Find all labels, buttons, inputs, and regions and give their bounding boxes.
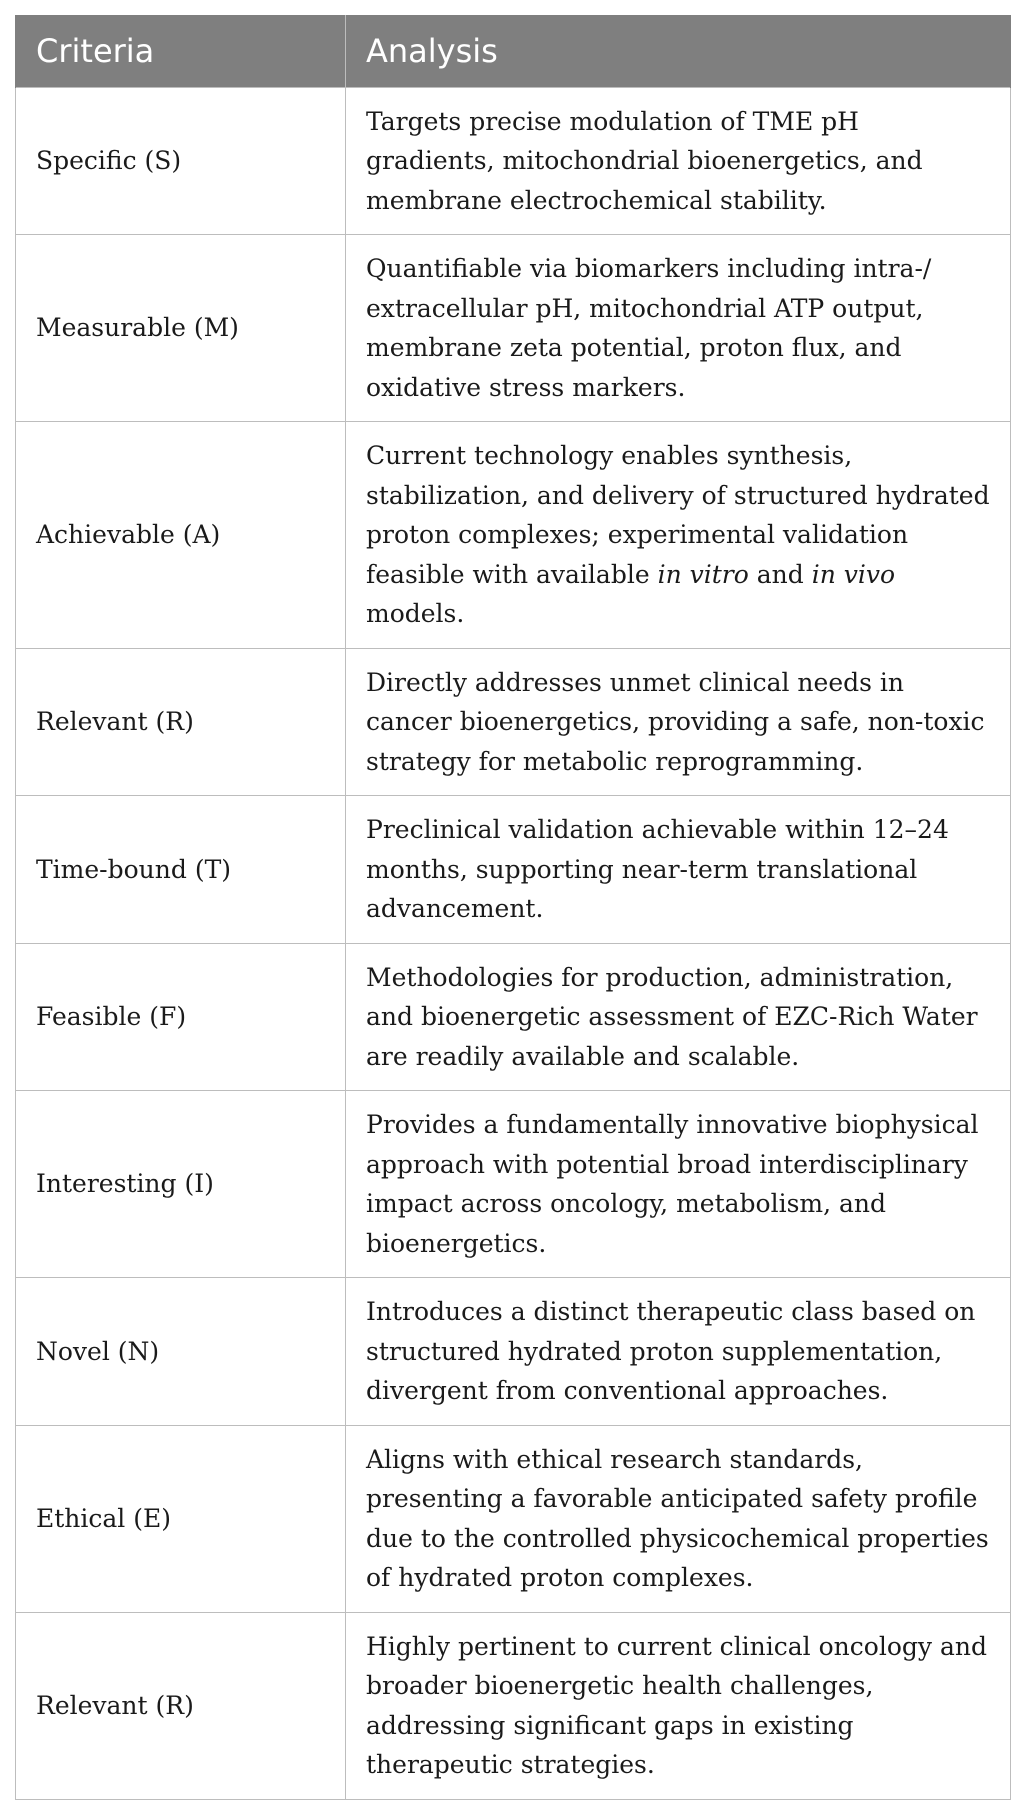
criteria-cell: Interesting (I)	[16, 1091, 346, 1278]
criteria-cell: Ethical (E)	[16, 1425, 346, 1612]
table-row	[16, 1425, 1011, 1612]
analysis-text: Current technology enables synthesis, stabilization, and delivery of structured hydrated proton complexes; experimental validation feasible with available	[366, 441, 990, 589]
table-row	[16, 235, 1011, 422]
analysis-emphasis: in vitro	[657, 559, 749, 589]
table-row	[16, 1278, 1011, 1426]
criteria-cell: Novel (N)	[16, 1278, 346, 1426]
analysis-text: and	[748, 559, 812, 589]
criteria-cell: Measurable (M)	[16, 235, 346, 422]
analysis-cell: Introduces a distinct therapeutic class based on structured hydrated proton supplementation, divergent from conventional approaches.	[346, 1278, 1011, 1426]
analysis-cell: Aligns with ethical research standards, presenting a favorable anticipated safety profile due to the controlled physicochemical properties of hydrated proton complexes.	[346, 1425, 1011, 1612]
criteria-analysis-table	[15, 15, 1011, 1800]
analysis-cell: Preclinical validation achievable within 12–24 months, supporting near-term translational advancement.	[346, 796, 1011, 944]
table-row	[16, 422, 1011, 649]
table-row	[16, 648, 1011, 796]
criteria-cell: Time-bound (T)	[16, 796, 346, 944]
table-row	[16, 1091, 1011, 1278]
table-row	[16, 796, 1011, 944]
analysis-cell: Targets precise modulation of TME pH gradients, mitochondrial bioenergetics, and membrane electrochemical stability.	[346, 87, 1011, 235]
analysis-cell: Quantifiable via biomarkers including intra-/ extracellular pH, mitochondrial ATP output, membrane zeta potential, proton flux, and oxidative stress markers.	[346, 235, 1011, 422]
criteria-cell: Relevant (R)	[16, 648, 346, 796]
analysis-cell	[346, 422, 1011, 649]
analysis-cell: Methodologies for production, administration, and bioenergetic assessment of EZC-Rich Water are readily available and scalable.	[346, 943, 1011, 1091]
table-row	[16, 943, 1011, 1091]
analysis-cell: Highly pertinent to current clinical oncology and broader bioenergetic health challenges, addressing significant gaps in existing therapeutic strategies.	[346, 1612, 1011, 1799]
table-header	[16, 15, 1011, 87]
criteria-cell: Relevant (R)	[16, 1612, 346, 1799]
criteria-cell: Feasible (F)	[16, 943, 346, 1091]
header-analysis: Analysis	[346, 15, 1011, 87]
criteria-analysis-table-container	[15, 15, 1010, 1800]
analysis-emphasis: in vivo	[811, 559, 896, 589]
criteria-cell: Specific (S)	[16, 87, 346, 235]
table-row	[16, 87, 1011, 235]
criteria-cell: Achievable (A)	[16, 422, 346, 649]
analysis-text: models.	[366, 599, 465, 628]
header-row	[16, 15, 1011, 87]
table-body	[16, 87, 1011, 1799]
analysis-cell: Directly addresses unmet clinical needs in cancer bioenergetics, providing a safe, non-toxic strategy for metabolic reprogramming.	[346, 648, 1011, 796]
table-row	[16, 1612, 1011, 1799]
analysis-cell: Provides a fundamentally innovative biophysical approach with potential broad interdisciplinary impact across oncology, metabolism, and bioenergetics.	[346, 1091, 1011, 1278]
header-criteria: Criteria	[16, 15, 346, 87]
